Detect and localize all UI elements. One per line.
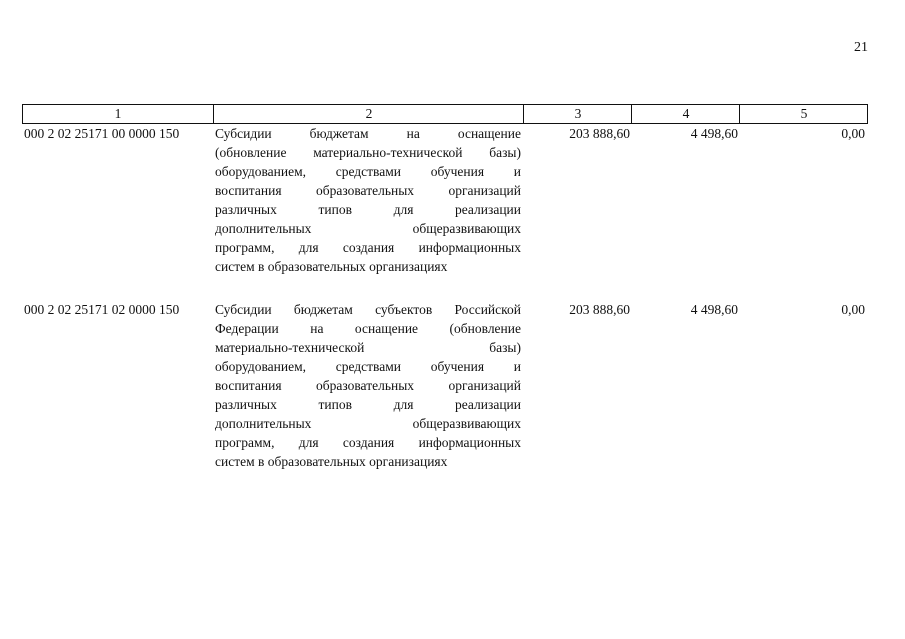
- row-value-4: 4 498,60: [690, 302, 738, 317]
- description-line: Субсидии бюджетам на оснащение: [215, 126, 521, 141]
- row-value-5: 0,00: [841, 302, 865, 317]
- description-line: оборудованием, средствами обучения и: [215, 359, 521, 374]
- description-line: материально-технической базы): [215, 340, 521, 355]
- description-line: Федерации на оснащение (обновление: [215, 321, 521, 336]
- description-line: воспитания образовательных организаций: [215, 183, 521, 198]
- description-line: Субсидии бюджетам субъектов Российской: [215, 302, 521, 317]
- description-line: воспитания образовательных организаций: [215, 378, 521, 393]
- description-line: систем в образовательных организациях: [215, 259, 448, 274]
- header-cell-5: 5: [739, 105, 868, 123]
- row-description: [215, 300, 521, 471]
- row-value-3: 203 888,60: [569, 302, 630, 317]
- description-line: (обновление материально-технической базы): [215, 145, 521, 160]
- description-line: программ, для создания информационных: [215, 435, 521, 450]
- table-header-row: [22, 104, 868, 124]
- row-value-4: 4 498,60: [690, 126, 738, 141]
- description-line: систем в образовательных организациях: [215, 454, 448, 469]
- row-value-3: 203 888,60: [569, 126, 630, 141]
- header-cell-1: 1: [114, 106, 122, 121]
- row-code: 000 2 02 25171 02 0000 150: [24, 302, 180, 317]
- row-value-5: 0,00: [841, 126, 865, 141]
- header-cell-2: 2: [213, 105, 524, 123]
- description-line: дополнительных общеразвивающих: [215, 221, 521, 236]
- description-line: оборудованием, средствами обучения и: [215, 164, 521, 179]
- page-number: 21: [854, 40, 868, 55]
- description-line: различных типов для реализации: [215, 397, 521, 412]
- description-line: дополнительных общеразвивающих: [215, 416, 521, 431]
- row-description: [215, 124, 521, 276]
- header-cell-4: 4: [631, 105, 740, 123]
- header-cell-3: 3: [523, 105, 632, 123]
- row-code: 000 2 02 25171 00 0000 150: [24, 126, 180, 141]
- description-line: различных типов для реализации: [215, 202, 521, 217]
- description-line: программ, для создания информационных: [215, 240, 521, 255]
